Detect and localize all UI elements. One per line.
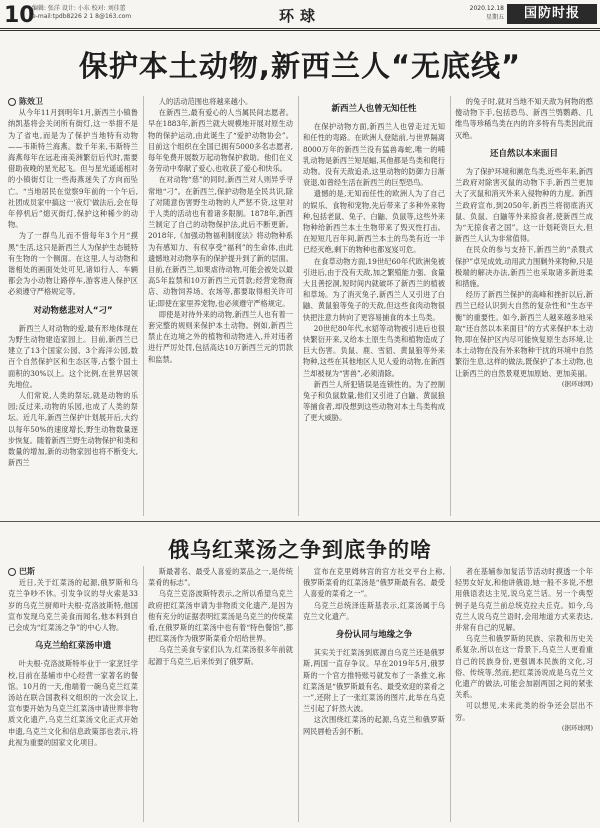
article-column (303, 96, 445, 516)
paragraph: 在对动物“慈”的同时,新西兰对人则异乎寻常地“刁”。在新西兰,保护动物是全民共识,除了对随意伤害野生动物的人严惩不贷,这里对于人类的活动也有着诸多限制。1878年,新西兰制定了自己的动物保护法,此后不断更新。2018年,《加强动物福利制度法》将动物种系为有感知力、有权享受“福利”的生命体,由此遗憾地对动物享有的保护提升到了新的层面。目前,在新西兰,如果虐待动物,可能会被处以最高5年监禁和10万新西兰元罚款;经营宠物商店、动物饲养场、农场等,都要取得相关许可证;即使在家里养宠物,也必须遵守严格规定。 (148, 175, 293, 308)
byline-author: 巴斯 (19, 567, 35, 576)
email-line: e-mail:tpdb8226 2 1 8@163.com (32, 13, 132, 20)
article-column (303, 566, 445, 822)
subheading: 对动物慈悲对人“刁” (33, 305, 113, 316)
paragraph: 在新西兰,最有爱心的人当属民间志愿者。早在1883年,新西兰就大规模地开展对原生动物的保护运动,由此诞生了“爱护动物协会”。目前这个组织在全国已拥有5000多名志愿者,每年免费开展数万起动物保护救助。他们在义务劳动中奉献了爱心,也收获了爱心和快乐。 (148, 108, 293, 174)
paragraph: 在民众的参与支持下,新西兰的“杀戮式保护”卓见成效,动用武力围剿外来物种,只是极端的解决办法,新西兰也采取诸多新进柔和措施。 (455, 245, 593, 289)
paragraph: 遗憾的是,无知而任性的欧洲人为了自己的娱乐、食物和宠物,先后带来了多种外来物种,包括老鼠、兔子、白鼬、负鼠等,这些外来物种给新西兰本土生物带来了毁灭性打击。在短短几百年间,新西兰本土的鸟类有近一半已经灭绝,剩下的物种也都岌岌可危。 (303, 189, 445, 255)
column-divider (143, 566, 144, 822)
source-credit: (据环球网) (561, 379, 593, 388)
article-headline: 俄乌红菜汤之争到底争的啥 (168, 538, 432, 562)
column-divider (450, 96, 451, 516)
weekday-text: 星期五 (485, 14, 504, 21)
column-divider (298, 96, 299, 516)
credits-line: 编辑: 张洋 设计: 小东 校对: 刘佳蕾 (32, 5, 126, 12)
paragraph: 可以想见,未来此类的纷争还会层出不穷。 (455, 701, 593, 722)
column-divider (298, 566, 299, 822)
article-column (148, 96, 293, 516)
byline (8, 96, 138, 107)
article-divider (0, 521, 600, 522)
paragraph: 乌克兰克洛波斯特表示,之所以希望乌克兰政府把红菜汤申请为非物质文化遗产,是因为他有充分的证据表明红菜汤是乌克兰的传统菜肴,在俄罗斯的红菜汤中也有着“特色餐馆”,都把红菜汤作为俄罗斯菜肴介绍给世界。 (148, 589, 293, 644)
page-number: 10 (4, 3, 35, 28)
paragraph: 乌克兰和俄罗斯的民族、宗教和历史关系复杂,所以在这一背景下,乌克兰人更看重自己的民族身份,更强调本民族的文化,习俗、传统等,然而,把红菜汤说成是乌克兰文化遗产的做法,可能会加剧两国之间的紧张关系。 (455, 634, 593, 700)
subheading: 新西兰人也曾无知任性 (331, 104, 417, 114)
divider (0, 30, 600, 31)
section-title: 环球 (278, 7, 321, 25)
byline-marker-icon (8, 568, 16, 576)
paragraph: 在食草动物方面,19世纪60年代欧洲兔被引进后,由于没有天敌,加之繁殖能力强、食量大且善挖洞,短时间内就破坏了新西兰的植被和草场。为了消灭兔子,新西兰人又引进了白鼬、黄鼠狼等兔子的天敌,但这些食肉动物很快把注意力转向了更容易捕食的本土鸟类。 (303, 256, 445, 322)
paragraph: 新西兰人所犯错误是连锁性的。为了控制兔子和负鼠数量,他们又引进了白鼬、黄鼠狼等捕食者,却没想到这些动物对本土鸟类构成了更大威胁。 (303, 379, 445, 423)
column-divider (450, 566, 451, 822)
date-text: 2020.12.18 (469, 5, 504, 12)
divider (0, 28, 600, 29)
paragraph: 为了保护环境和濒危鸟类,近些年来,新西兰政府对除害灭鼠的动物下手,新西兰更加大了灭鼠和消灭外来入侵物种的力度。新西兰政府宣布,到2050年,新西兰将彻底消灭鼠、负鼠、白鼬等外来掠食者,使新西兰成为“无掠食者之国”。这一计划耗资巨大,但新西兰人认为非常值得。 (455, 167, 593, 244)
subheading: 身份认同与地缘之争 (335, 630, 413, 641)
article-column (8, 566, 138, 822)
paragraph: 者在基辅参加复活节活动时摸透一个年轻男女好友,和他讲俄语,她一般不多说,不想用俄语表达主见,说乌克兰话。另一个典型例子是乌克兰前总统克拉夫丘克。如今,乌克兰人说乌克兰语时,会用地道方式来表达,并常有自己的见解。 (455, 567, 593, 633)
paragraph: 叶夫根·克洛波斯特毕业于一家烹饪学校,目前在基辅市中心经营一家著名的餐馆。10月的一天,他端着一碗乌克兰红菜汤站在联合国教科文组织的一次会议上,宣布要开始为乌克兰红菜汤申请世界非物质文化遗产,乌克兰红菜汤文化正式开始申遗,乌克兰文化和信息政策部也表示,将此视为重要的国家文化项目。 (8, 659, 138, 747)
column-divider (143, 96, 144, 516)
masthead (0, 0, 600, 30)
paragraph: 从今年11月到明年1月,新西兰小镇鲁纳凯基将会关闭所有街灯,这一举措不是为了省电,而是为了保护当地特有动物——韦斯特兰海燕。数千年来,韦斯特兰海燕每年在远赴南美洲繁衍后代时,需要借助夜晚的星光起飞。但与星光遥遥相对的小镇街灯让一些海燕迷失了方向而坠亡。“当地居民在觉察9年前的一个午后,社团成员家中搞这一'夜灯'做法后,会在每年停机后”熄灭街灯,保护这种稀少的动物。 (8, 108, 138, 230)
article-column (455, 566, 593, 822)
paragraph: 新西兰人对动物的爱,最有形地体现在为野生动物建造家园上。目前,新西兰已建立了13个国家公园、3个海洋公园,数百个自然保护区和生态区等,占整个国土面积的30%以上。这个比例,在世界居领先地位。 (8, 323, 138, 389)
byline-author: 陈效卫 (19, 97, 43, 106)
byline-marker-icon (8, 98, 16, 106)
paragraph: 经历了新西兰保护的高峰和挫折以后,新西兰已经认识到大自然的复杂性和“生态平衡”的重要性。如今,新西兰人越来越多地采取“还自然以本来面目”的方式来保护本土动物,即在保护区内尽可能恢复原生态环境,让本土动物在没有外来物种干扰的环境中自然繁衍生息,这样的做法,既保护了本土动物,也让新西兰的自然景观更加原始、更加美丽。 (455, 290, 593, 378)
paragraph: 20世纪80年代,水貂等动物被引进后也很快繁衍开来,又给本土原生鸟类和植物造成了巨大伤害。负鼠、鹿、雪貂、黄鼠狼等外来物种,这些在其他地区人见人爱的动物,在新西兰却被视为“害兽”,必须清除。 (303, 323, 445, 378)
paragraph: 在保护动物方面,新西兰人也曾走过无知和任性的弯路。在欧洲人登陆前,与世界隔离8000万年的新西兰没有猛兽毒蛇,唯一的哺乳动物是新西兰短尾蝠,其他都是鸟类和爬行动物。没有天敌追杀,这里动物的防御力日渐衰退,如曾经生活在新西兰的巨型恐鸟。 (303, 122, 445, 188)
subheading: 乌克兰给红菜汤申遗 (34, 641, 112, 652)
paragraph: 斯最著名、最受人喜爱的菜品之一,是传统菜肴的标志”。 (148, 567, 293, 588)
paragraph: 乌克兰总统泽连斯基表示,红菜汤属于乌克兰文化遗产。 (303, 600, 445, 621)
paragraph: 为了一群鸟儿而不惜每年3个月“摸黑”生活,这只是新西兰人为保护生态链特有生物的一个侧面。在这里,人与动物和谐相处的画面处处可见,诸如行人、车辆都会为小动物让路停车,游客进入保护区必须遵守严格规定等。 (8, 231, 138, 297)
editor-credits (32, 5, 152, 21)
paragraph: 的兔子时,就对当地不知天敌为何物的憨傻动物下手,包括恐鸟、新西兰鸮鹦鹉、几维鸟等珍稀鸟类在内的许多特有鸟类因此而灭绝。 (455, 97, 593, 140)
paragraph: 即使是对待外来的动物,新西兰人也有着一套完整的规则来保护本土动物。例如,新西兰禁止在边境之外的植物和动物进入,并对违者进行严厉处罚,包括高达10万新西兰元的罚款和监禁。 (148, 309, 293, 364)
paragraph: 其实关于红菜汤到底源自乌克兰还是俄罗斯,两国一直存争议。早在2019年5月,俄罗斯的一个官方推特账号就发布了一条推文,称红菜汤是“俄罗斯最有名、最受欢迎的菜肴之一”,还附上了一张红菜汤的图片,此举在乌克兰引起了轩然大波。 (303, 648, 445, 714)
article-headline: 保护本土动物,新西兰人“无底线” (78, 49, 522, 83)
paragraph: 这次围绕红菜汤的起源,乌克兰和俄罗斯网民唇枪舌剑不断。 (303, 715, 445, 736)
paragraph: 人的活动范围也将越来越小。 (158, 97, 253, 106)
newspaper-logo: 国防时报 (507, 4, 597, 24)
article-column (148, 566, 293, 822)
paragraph: 人们常说,人类的祭坛,就是动物的乐园;反过来,动物的乐园,也成了人类的祭坛。近几年,新西兰保护计划展开后,大约以每年50%的速度增长,野生动物数量逐步恢复。随着新西兰野生动物保护和类和数量的增加,新的动物家园也将不断变大,新西兰 (8, 391, 138, 468)
paragraph: 近日,关于红菜汤的起源,俄罗斯和乌克兰争吵不休。引发争议的导火索是33岁的乌克兰厨师叶夫根·克洛波斯特,他国宣布发现乌克兰美食而闻名,他本料到自己会成为“红菜汤之争”的中心人物。 (8, 578, 138, 633)
paragraph: 宣布在克里姆林宫的官方社交平台上称,俄罗斯菜肴的红菜汤是“俄罗斯最有名、最受人喜爱的菜肴之一”。 (303, 567, 445, 599)
subheading: 还自然以本来面目 (489, 148, 558, 159)
article-column (455, 96, 593, 516)
source-credit: (据环球网) (561, 723, 593, 732)
article-column (8, 96, 138, 516)
paragraph: 乌克兰美食专家们认为,红菜汤很多年前就起源于乌克兰,后来传到了俄罗斯。 (148, 645, 293, 666)
issue-date (458, 4, 504, 22)
byline (8, 566, 138, 577)
